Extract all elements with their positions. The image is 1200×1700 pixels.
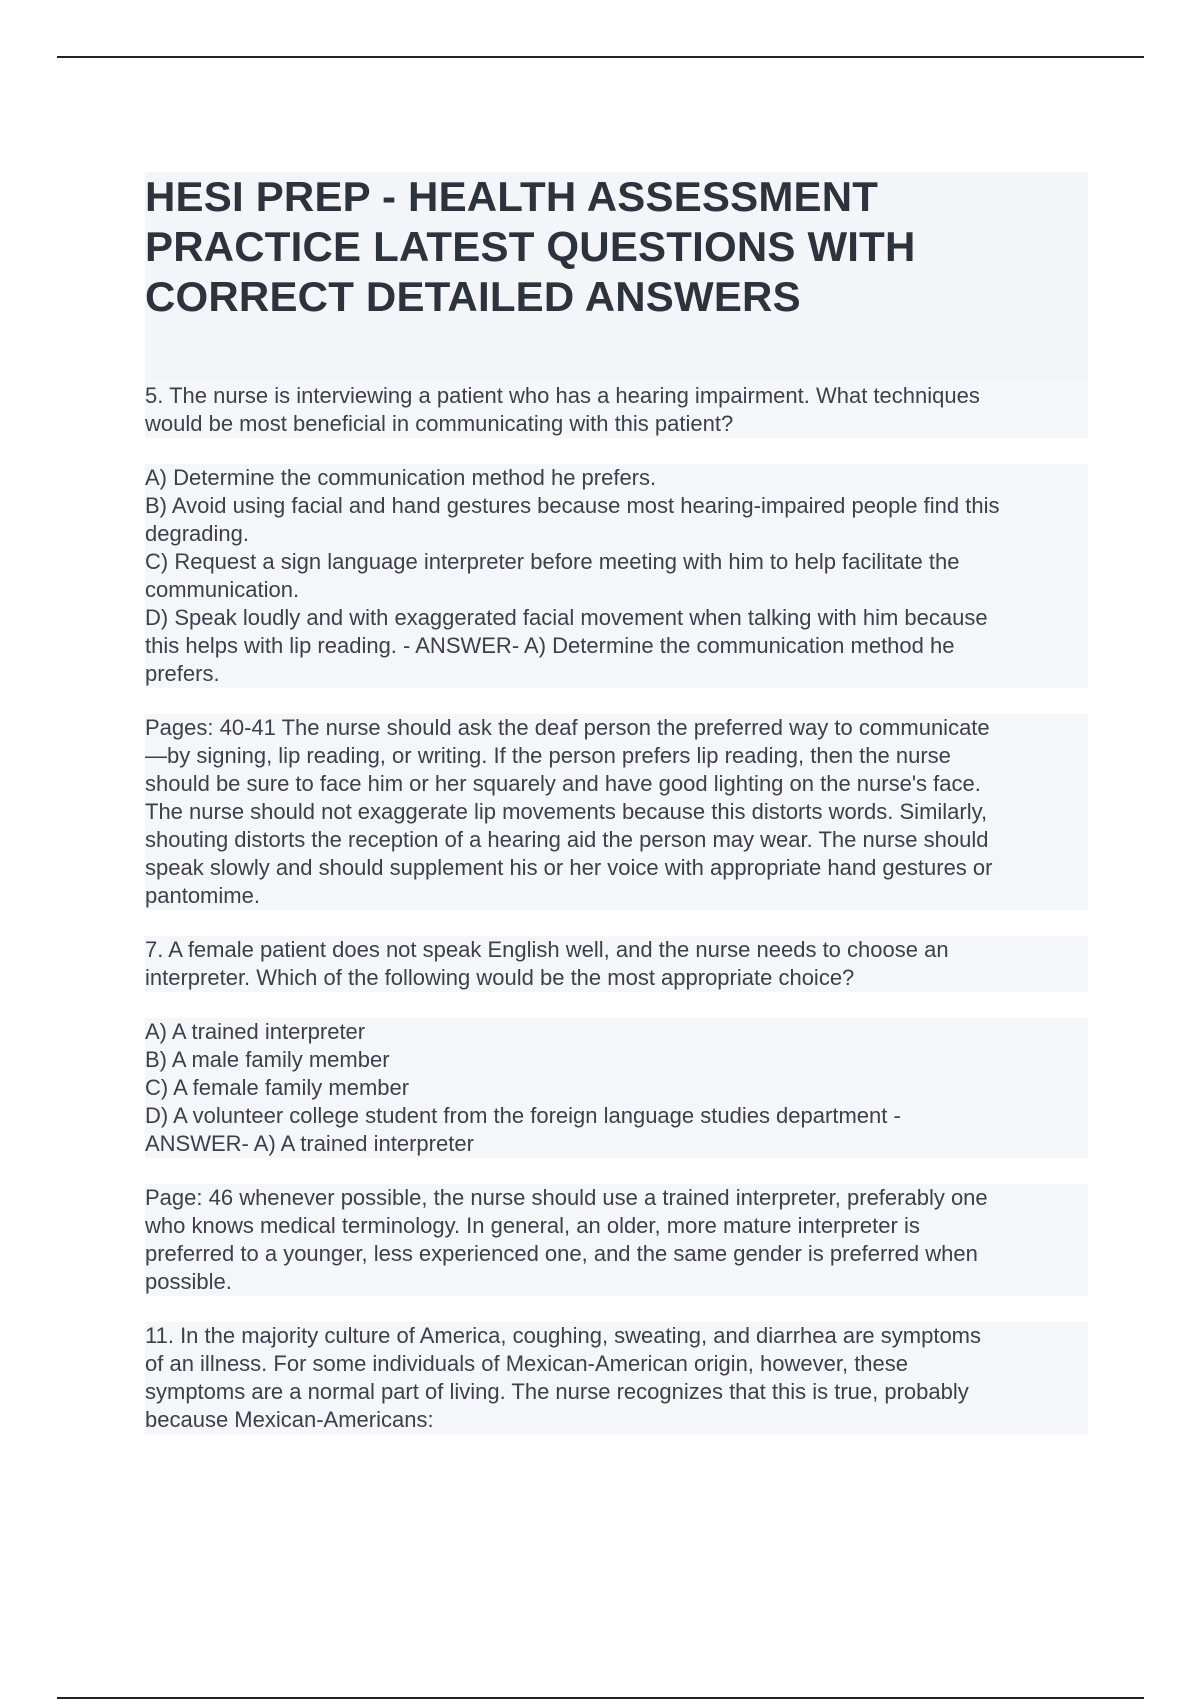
title-block [145, 172, 1088, 382]
question-5-rationale: Pages: 40-41 The nurse should ask the deaf person the preferred way to communicate —by signing, lip reading, or writing. If the person prefers lip reading, then the nurse should be sure to face him or her squarely and have good lighting on the nurse's face. The nurse should not exaggerate lip movements because this distorts words. Similarly, shouting distorts the reception of a hearing aid the person may wear. The nurse should speak slowly and should supplement his or her voice with appropriate hand gestures or pantomime. [145, 714, 1088, 910]
question-11: 11. In the majority culture of America, coughing, sweating, and diarrhea are symptoms of an illness. For some individuals of Mexican-American origin, however, these symptoms are a normal part of living. The nurse recognizes that this is true, probably because Mexican-Americans: [145, 1322, 1088, 1434]
question-7-rationale: Page: 46 whenever possible, the nurse should use a trained interpreter, preferably one who knows medical terminology. In general, an older, more mature interpreter is preferred to a younger, less experienced one, and the same gender is preferred when possible. [145, 1184, 1088, 1296]
question-5-options: A) Determine the communication method he prefers. B) Avoid using facial and hand gestures because most hearing-impaired people find this degrading. C) Request a sign language interpreter before meeting with him to help facilitate the communication. D) Speak loudly and with exaggerated facial movement when talking with him because this helps with lip reading. - ANSWER- A) Determine the communication method he prefers. [145, 464, 1088, 688]
document-title: HESI PREP - HEALTH ASSESSMENT PRACTICE LATEST QUESTIONS WITH CORRECT DETAILED ANSWERS [145, 173, 916, 320]
document-text [145, 382, 1088, 1434]
question-7: 7. A female patient does not speak English well, and the nurse needs to choose an interpreter. Which of the following would be the most appropriate choice? [145, 936, 1088, 992]
question-7-options: A) A trained interpreter B) A male family member C) A female family member D) A volunteer college student from the foreign language studies department - ANSWER- A) A trained interpreter [145, 1018, 1088, 1158]
bottom-rule [57, 1697, 1144, 1699]
question-5: 5. The nurse is interviewing a patient who has a hearing impairment. What techniques would be most beneficial in communicating with this patient? [145, 382, 1088, 438]
document-body [145, 172, 1088, 1434]
top-rule [57, 56, 1144, 58]
